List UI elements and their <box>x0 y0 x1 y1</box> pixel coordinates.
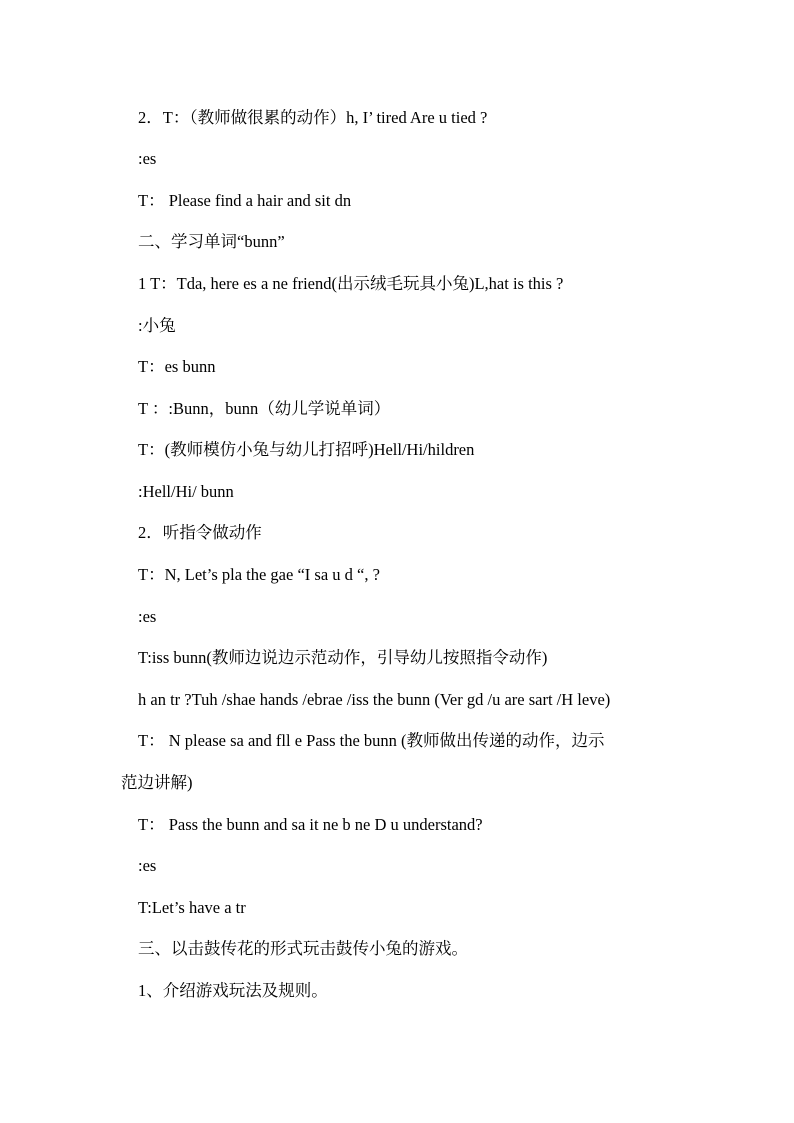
text-line: 1 T：Tda, here es a ne friend(出示绒毛玩具小兔)L,hat is this ? <box>138 274 564 293</box>
text-line: T：(教师模仿小兔与幼儿打招呼)Hell/Hi/hildren <box>138 440 475 459</box>
text-line: :es <box>138 856 157 875</box>
text-line: :es <box>138 607 157 626</box>
text-line: :Hell/Hi/ bunn <box>138 482 234 501</box>
section-heading: 二、学习单词“bunn” <box>138 232 285 251</box>
text-line: T： Pass the bunn and sa it ne b ne D u understand? <box>138 815 483 834</box>
text-line: 2．T：（教师做很累的动作）h, I’ tired Are u tied ? <box>138 108 488 127</box>
text-line: T：N, Let’s pla the gae “I sa u d “, ? <box>138 565 380 584</box>
text-line: :es <box>138 149 157 168</box>
text-line: T ：:Bunn，bunn（幼儿学说单词） <box>138 399 391 418</box>
text-line: :小兔 <box>138 316 176 335</box>
section-heading: 2．听指令做动作 <box>138 523 262 542</box>
text-line: h an tr ?Tuh /shae hands /ebrae /iss the bunn (Ver gd /u are sart /H leve) <box>138 690 611 709</box>
text-line-continuation: 范边讲解) <box>121 773 193 792</box>
text-line: T:iss bunn(教师边说边示范动作，引导幼儿按照指令动作) <box>138 648 548 667</box>
text-line: 1、介绍游戏玩法及规则。 <box>138 981 328 1000</box>
text-line: T：es bunn <box>138 357 216 376</box>
text-line: T:Let’s have a tr <box>138 898 246 917</box>
section-heading: 三、以击鼓传花的形式玩击鼓传小兔的游戏。 <box>138 939 468 958</box>
text-line: T： N please sa and fll e Pass the bunn (教师做出传递的动作，边示 <box>138 731 605 750</box>
text-line: T： Please find a hair and sit dn <box>138 191 352 210</box>
